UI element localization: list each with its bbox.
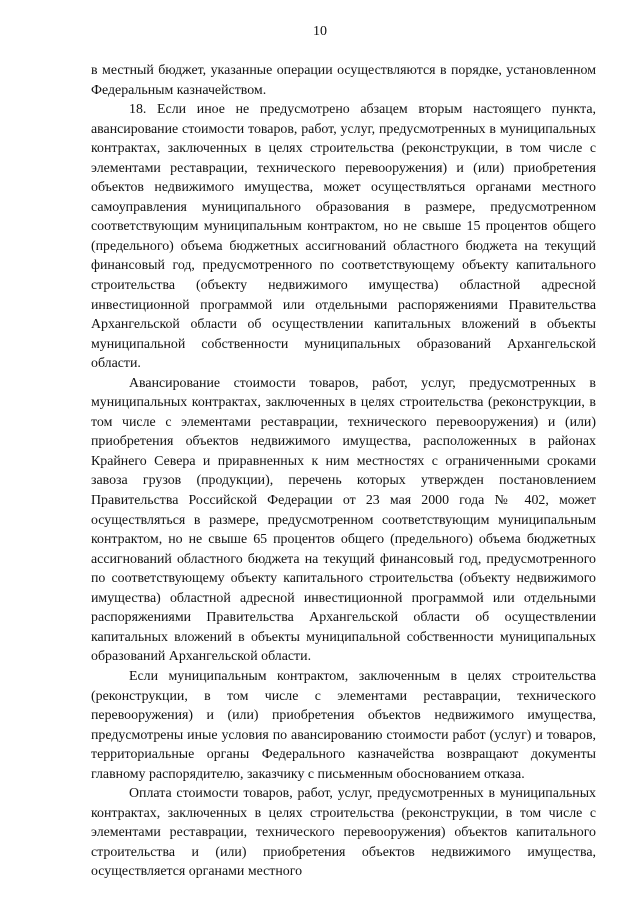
page-number: 10 <box>313 24 327 39</box>
paragraph-far-north-advance: Авансирование стоимости товаров, работ, услуг, предусмотренных в муниципальных контрактах, заключенных в целях строительства (реконструкции, в том числе с элементами реставрации, технического перевооружения) и (или) приобретения объектов недвижимого имущества, расположенных в районах Крайнего Севера и приравненных к ним местностях с ограниченными сроками завоза грузов (продукции), перечень которых утвержден постановлением Правительства Российской Федерации от 23 мая 2000 года № 402, может осуществляться в размере, предусмотренном соответствующим муниципальным контрактом, но не свыше 65 процентов общего (предельного) объема бюджетных ассигнований областного бюджета на текущий финансовый год, предусмотренного по соответствующему объекту капитального строительства (объекту недвижимого имущества) областной адресной инвестиционной программой или отдельными распоряжениями Правительства Архангельской области об осуществлении капитальных вложений в объекты муниципальной собственности муниципальных образований Архангельской области. <box>91 375 596 665</box>
paragraph-item-18: 18. Если иное не предусмотрено абзацем вторым настоящего пункта, авансирование стоимости товаров, работ, услуг, предусмотренных в муниципальных контрактах, заключенных в целях строительства (реконструкции, в том числе с элементами реставрации, технического перевооружения) и (или) приобретения объектов недвижимого имущества, может осуществляться органами местного самоуправления муниципального образования в размере, предусмотренном соответствующим муниципальным контрактом, но не свыше 15 процентов общего (предельного) объема бюджетных ассигнований областного бюджета на текущий финансовый год, предусмотренного по соответствующему объекту капитального строительства (объекту недвижимого имущества) областной адресной инвестиционной программой или отдельными распоряжениями Правительства Архангельской области об осуществлении капитальных вложений в объекты муниципальной собственности муниципальных образований Архангельской области. <box>91 102 596 372</box>
paragraph-other-conditions: Если муниципальным контрактом, заключенным в целях строительства (реконструкции, в том числе с элементами реставрации, технического перевооружения) и (или) приобретения объектов недвижимого имущества, предусмотрены иные условия по авансированию стоимости работ (услуг) и товаров, территориальные органы Федерального казначейства возвращают документы главному распорядителю, заказчику с письменным обоснованием отказа. <box>91 668 596 782</box>
document-body <box>91 61 596 882</box>
paragraph-payment: Оплата стоимости товаров, работ, услуг, предусмотренных в муниципальных контрактах, заключенных в целях строительства (реконструкции, в том числе с элементами реставрации, технического перевооружения) объектов капитального строительства и (или) приобретения объектов недвижимого имущества, осуществляется органами местного <box>91 786 596 880</box>
paragraph-continuation: в местный бюджет, указанные операции осуществляются в порядке, установленном Федеральным казначейством. <box>91 63 596 98</box>
